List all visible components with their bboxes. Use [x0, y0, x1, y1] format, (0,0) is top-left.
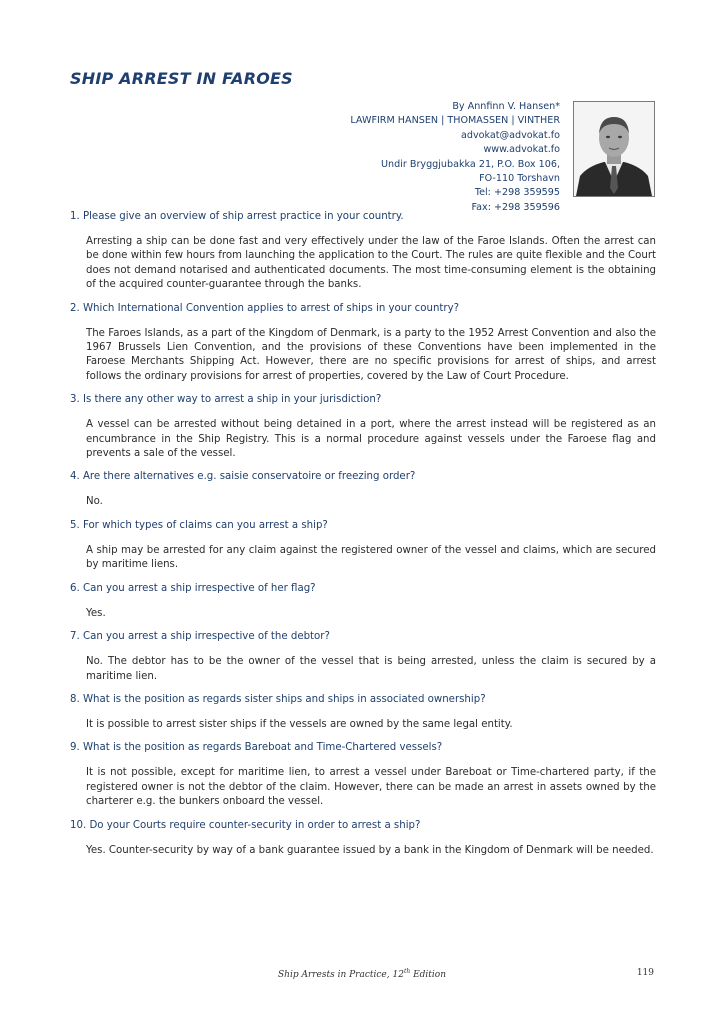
answer-8: It is possible to arrest sister ships if the vessels are owned by the same legal entity.	[86, 718, 513, 730]
author-website: www.advokat.fo	[483, 144, 560, 156]
answer-2: The Faroes Islands, as a part of the Kingdom of Denmark, is a party to the 1952 Arrest Convention and also the 1967 Brussels Lien Convention, and the provisions of these Conventions have been implemented in the Faroese Merchants Shipping Act. However, there are no specific provisions for arrest of ships, and arrest follows the ordinary provisions for arrest of properties, covered by the Law of Court Procedure.	[86, 327, 656, 382]
qa-item	[70, 302, 656, 385]
footer-page-number: 119	[636, 968, 654, 978]
footer-title-main: Ship Arrests in Practice, 12	[277, 970, 404, 980]
qa-item	[70, 582, 656, 621]
question-2: 2. Which International Convention applies to arrest of ships in your country?	[70, 302, 460, 314]
qa-item	[70, 819, 656, 858]
author-byline: By Annfinn V. Hansen*	[452, 101, 560, 112]
question-7: 7. Can you arrest a ship irrespective of the debtor?	[70, 631, 330, 643]
qa-item	[70, 693, 656, 732]
author-tel: Tel: +298 359595	[474, 187, 560, 199]
question-6: 6. Can you arrest a ship irrespective of her flag?	[70, 582, 316, 594]
question-3: 3. Is there any other way to arrest a ship in your jurisdiction?	[70, 394, 382, 406]
answer-6: Yes.	[86, 607, 106, 619]
qa-item	[70, 470, 656, 509]
answer-9: It is not possible, except for maritime lien, to arrest a vessel under Bareboat or Time-chartered party, if the registered owner is not the debtor of the claim. However, there can be made an arrest in assets owned by the charterer e.g. the bunkers onboard the vessel.	[86, 767, 656, 808]
qa-item	[70, 519, 656, 573]
author-photo	[573, 101, 655, 197]
answer-4: No.	[86, 496, 103, 508]
qa-item	[70, 210, 656, 293]
qa-item	[70, 630, 656, 684]
question-1: 1. Please give an overview of ship arrest practice in your country.	[70, 211, 404, 222]
answer-1: Arresting a ship can be done fast and very effectively under the law of the Faroe Islands. Often the arrest can be done within few hours from launching the application to the Court. The rules are quite flexible and the Court does not demand notarised and authenticated documents. The most time-consuming element is the obtaining of the acquired counter-guarantee through the banks.	[86, 236, 656, 291]
qa-item	[70, 393, 656, 461]
author-portrait-image	[574, 102, 654, 196]
qa-list	[70, 210, 656, 867]
answer-3: A vessel can be arrested without being detained in a port, where the arrest instead will be registered as an encumbrance in the Ship Registry. This is a normal procedure against vessels under the Faroese flag and prevents a sale of the vessel.	[86, 419, 656, 460]
question-5: 5. For which types of claims can you arrest a ship?	[70, 519, 328, 531]
author-address-line2: FO-110 Torshavn	[479, 173, 560, 185]
question-10: 10. Do your Courts require counter-security in order to arrest a ship?	[70, 819, 421, 831]
qa-item	[70, 741, 656, 809]
question-8: 8. What is the position as regards sister ships and ships in associated ownership?	[70, 693, 486, 705]
author-address-line1: Undir Bryggjubakka 21, P.O. Box 106,	[381, 158, 560, 170]
question-4: 4. Are there alternatives e.g. saisie conservatoire or freezing order?	[70, 471, 416, 483]
footer-title-superscript: th	[403, 968, 411, 975]
author-firm: LAWFIRM HANSEN | THOMASSEN | VINTHER	[350, 115, 560, 127]
author-fax: Fax: +298 359596	[471, 201, 560, 213]
footer-publication-title	[0, 968, 724, 980]
question-9: 9. What is the position as regards Bareboat and Time-Chartered vessels?	[70, 742, 443, 754]
answer-10: Yes. Counter-security by way of a bank guarantee issued by a bank in the Kingdom of Denmark will be needed.	[86, 844, 654, 856]
answer-5: A ship may be arrested for any claim against the registered owner of the vessel and claims, which are secured by maritime liens.	[86, 544, 656, 571]
page-title: SHIP ARREST IN FAROES	[70, 69, 293, 88]
author-email: advokat@advokat.fo	[461, 129, 560, 141]
answer-7: No. The debtor has to be the owner of the vessel that is being arrested, unless the claim is secured by a maritime lien.	[86, 656, 656, 682]
footer-title-edition: Edition	[410, 970, 446, 980]
author-block	[260, 100, 560, 215]
